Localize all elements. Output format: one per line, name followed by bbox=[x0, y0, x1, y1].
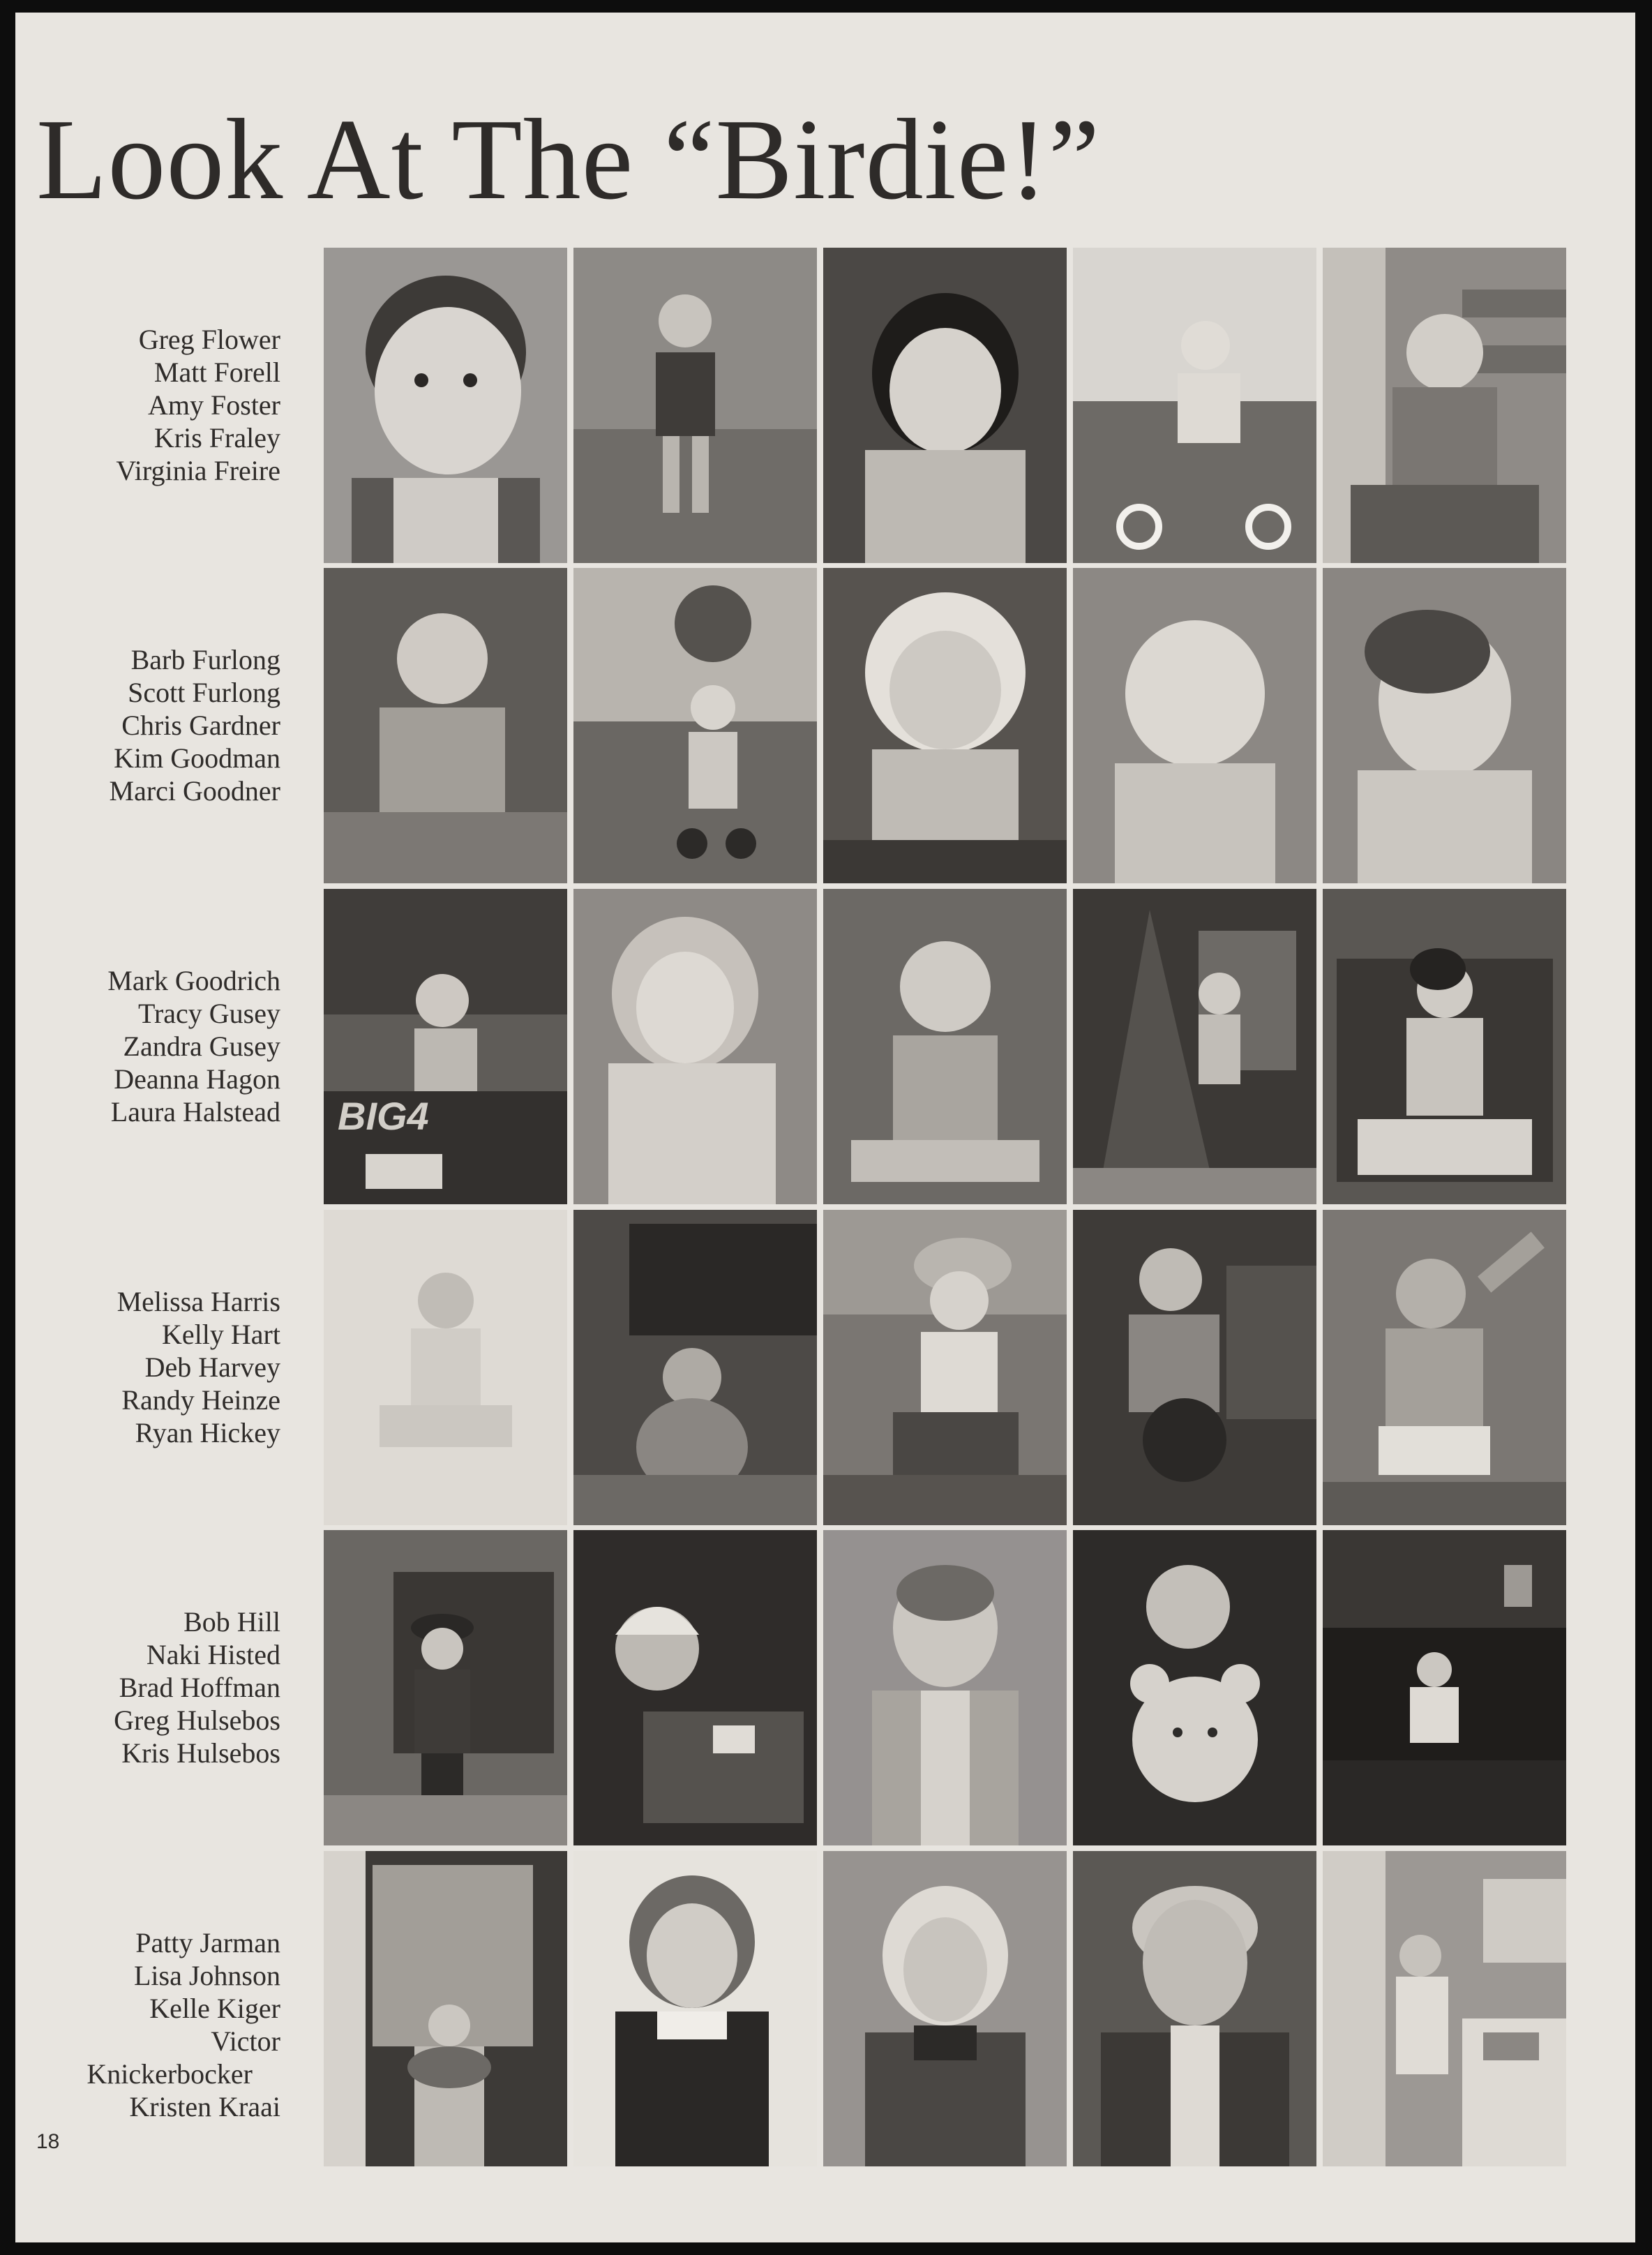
baby-photo bbox=[1323, 568, 1566, 883]
baby-photo bbox=[1073, 1851, 1316, 2166]
student-name: Virginia Freire bbox=[116, 455, 280, 486]
baby-photo bbox=[573, 1530, 817, 1845]
baby-photo bbox=[573, 889, 817, 1204]
student-name: Bob Hill bbox=[183, 1606, 280, 1638]
toy-label: BIG4 bbox=[338, 1094, 429, 1138]
baby-photo bbox=[324, 889, 567, 1204]
student-name: Randy Heinze bbox=[121, 1384, 280, 1416]
photo-row bbox=[15, 1210, 1635, 1529]
baby-photo bbox=[1323, 1851, 1566, 2166]
baby-photo bbox=[324, 1851, 567, 2166]
name-list bbox=[36, 1285, 280, 1449]
student-name: Kelle Kiger bbox=[149, 1993, 280, 2024]
baby-photo bbox=[1323, 889, 1566, 1204]
baby-photo bbox=[1073, 1210, 1316, 1525]
student-name: Naki Histed bbox=[146, 1639, 280, 1670]
page-title: Look At The “Birdie!” bbox=[36, 95, 1101, 223]
baby-photo bbox=[823, 248, 1067, 563]
student-name: Matt Forell bbox=[153, 357, 280, 388]
student-name: Chris Gardner bbox=[121, 710, 280, 741]
name-list bbox=[36, 1605, 280, 1769]
student-name: Victor bbox=[211, 2025, 280, 2057]
student-name: Ryan Hickey bbox=[135, 1417, 280, 1448]
name-list bbox=[36, 643, 280, 807]
baby-photo bbox=[324, 568, 567, 883]
baby-photo bbox=[823, 1210, 1067, 1525]
student-name: Melissa Harris bbox=[117, 1286, 280, 1317]
student-name: Kim Goodman bbox=[114, 742, 280, 774]
baby-photo bbox=[823, 568, 1067, 883]
baby-photo bbox=[573, 568, 817, 883]
student-name: Amy Foster bbox=[148, 389, 280, 421]
student-name: Knickerbocker bbox=[87, 2058, 253, 2090]
name-list bbox=[36, 323, 280, 487]
student-name: Greg Hulsebos bbox=[114, 1705, 280, 1736]
name-list bbox=[29, 1926, 280, 2123]
baby-photo bbox=[1323, 1530, 1566, 1845]
student-name: Marci Goodner bbox=[109, 775, 280, 807]
page-number: 18 bbox=[36, 2130, 60, 2153]
student-name: Scott Furlong bbox=[128, 677, 280, 708]
baby-photo bbox=[324, 1530, 567, 1845]
baby-photo bbox=[573, 1851, 817, 2166]
student-name: Brad Hoffman bbox=[119, 1672, 280, 1703]
baby-photo bbox=[1073, 889, 1316, 1204]
baby-photo bbox=[1073, 568, 1316, 883]
baby-photo bbox=[1323, 248, 1566, 563]
baby-photo bbox=[324, 248, 567, 563]
student-name: Greg Flower bbox=[138, 324, 280, 355]
student-name: Kris Fraley bbox=[153, 422, 280, 454]
yearbook-page bbox=[15, 13, 1635, 2242]
student-name: Zandra Gusey bbox=[123, 1031, 280, 1062]
student-name: Kris Hulsebos bbox=[121, 1737, 280, 1769]
photo-row bbox=[15, 568, 1635, 887]
student-name: Laura Halstead bbox=[110, 1096, 280, 1128]
photo-row bbox=[15, 248, 1635, 567]
student-name: Lisa Johnson bbox=[134, 1960, 280, 1991]
baby-photo bbox=[324, 1210, 567, 1525]
baby-photo bbox=[1323, 1210, 1566, 1525]
baby-photo bbox=[823, 1530, 1067, 1845]
baby-photo bbox=[1073, 248, 1316, 563]
baby-photo bbox=[573, 248, 817, 563]
baby-photo bbox=[823, 1851, 1067, 2166]
photo-row bbox=[15, 1851, 1635, 2171]
student-name: Barb Furlong bbox=[130, 644, 280, 675]
student-name: Deb Harvey bbox=[144, 1351, 280, 1383]
baby-photo bbox=[573, 1210, 817, 1525]
name-list bbox=[36, 964, 280, 1128]
student-name: Tracy Gusey bbox=[137, 998, 280, 1029]
student-name: Deanna Hagon bbox=[114, 1063, 280, 1095]
student-name: Kristen Kraai bbox=[129, 2091, 280, 2122]
student-name: Mark Goodrich bbox=[107, 965, 280, 996]
student-name: Patty Jarman bbox=[135, 1927, 280, 1958]
photo-row bbox=[15, 1530, 1635, 1850]
student-name: Kelly Hart bbox=[162, 1319, 280, 1350]
baby-photo bbox=[1073, 1530, 1316, 1845]
baby-photo bbox=[823, 889, 1067, 1204]
photo-row bbox=[15, 889, 1635, 1208]
